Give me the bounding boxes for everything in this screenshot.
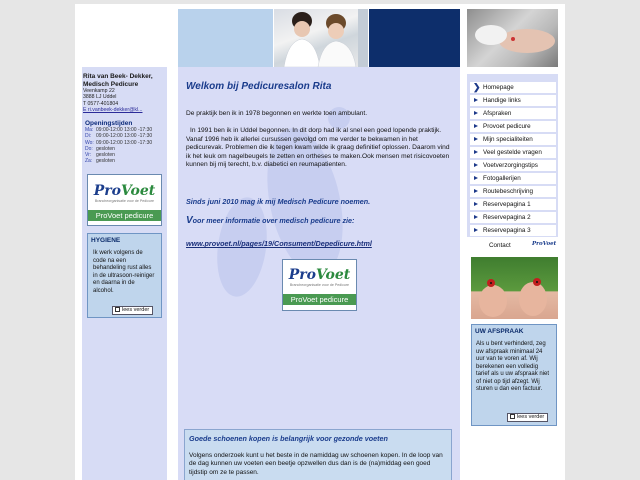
shoes-tip-box <box>184 429 452 480</box>
nav-item-homepage[interactable]: ❯ Homepage <box>470 82 556 93</box>
hygiene-read-more-button[interactable]: lees verder <box>112 306 153 315</box>
feet-in-grass-photo <box>471 257 558 319</box>
left-sidebar <box>82 67 167 480</box>
nav-item-provoet-pedicure[interactable]: Provoet pedicure <box>470 121 556 132</box>
arrow-right-icon <box>474 98 478 102</box>
owner-name-line2: Medisch Pedicure <box>83 80 139 88</box>
nav-item-faq[interactable]: Veel gestelde vragen <box>470 147 556 158</box>
opening-hours <box>85 120 165 165</box>
nav-item-routebeschrijving[interactable]: Routebeschrijving <box>470 186 556 197</box>
nav-item-voetverzorgingstips[interactable]: Voetverzorgingstips <box>470 160 556 171</box>
hours-day: Wo: <box>85 139 94 146</box>
arrow-right-icon <box>474 176 478 180</box>
hours-time: 09:00-12:00 13:00 -17:30 <box>96 139 153 146</box>
page-title: Welkom bij Pedicuresalon Rita <box>186 81 332 92</box>
phone-number: T 0577-401804 <box>83 100 119 107</box>
hours-day: Di: <box>85 133 92 140</box>
page-container <box>75 4 565 480</box>
hours-time: gesloten <box>96 145 115 152</box>
history-paragraph: In 1991 ben ik in Uddel begonnen. In dit dorp had ik al snel een goed lopende praktijk. Vanaf 1996 heb ik allerlei cursussen gevolgd om me verder te bekwamen in het pedicurevak. Problemen die ik tegen kwam wilde ik graag definitief oplossen. Daarom vind ik het leuk om nagelbeugels te zetten en ortheses te maken.Ook mensen met risicovoeten kunnen bij mij terecht, b.v. diabetici en reumapatienten. <box>186 127 450 169</box>
feet-ladybug-photo-icon <box>471 257 558 319</box>
arrow-right-icon <box>474 202 478 206</box>
nav-item-specialiteiten[interactable]: Mijn specialiteiten <box>470 134 556 145</box>
nav-item-handige-links[interactable]: Handige links <box>470 95 556 106</box>
contact-link[interactable]: Contact <box>489 242 511 249</box>
provoet-logo[interactable] <box>87 174 162 226</box>
arrow-right-icon <box>474 163 478 167</box>
contact-bar[interactable] <box>467 239 558 253</box>
arrow-right-icon <box>474 150 478 154</box>
provoet-logo-mark: ProVoet <box>288 267 351 283</box>
arrow-right-icon <box>474 189 478 193</box>
hours-time: 09:00-12:00 13:00 -17:30 <box>96 133 153 140</box>
pedicurists-photo-icon <box>274 9 368 67</box>
provoet-logo-main[interactable] <box>282 259 357 311</box>
street-address: Veenkamp 22 <box>83 88 115 94</box>
arrow-right-icon <box>474 124 478 128</box>
shoes-tip-text: Volgens onderzoek kunt u het beste in de namiddag uw schoenen kopen. In de loop van de dag kunnen uw voeten een beetje opzwellen dus dan is de (na)middag een goed tijdstip om ze te passen. <box>189 452 443 476</box>
hours-day: Za: <box>85 158 93 165</box>
appointment-title: UW AFSPRAAK <box>475 328 524 335</box>
appointment-box <box>471 324 557 426</box>
owner-name-line1: Rita van Beek- Dekker, <box>83 73 153 80</box>
hours-day: Do: <box>85 145 93 152</box>
nav-item-reservepagina-3[interactable]: Reservepagina 3 <box>470 225 556 236</box>
appointment-text: Als u bent verhinderd, zeg uw afspraak minimaal 24 uur van te voren af. Wij berekenen een volledig tarief als u uw afspraak niet of niet op tijd afzegt. Wij sturen u dan een factuur. <box>476 341 550 392</box>
provoet-logo-tagline: Brancheorganisatie voor de Pedicure <box>289 283 350 287</box>
hygiene-box <box>87 233 162 318</box>
since-2010-headline: Sinds juni 2010 mag ik mij Medisch Pedicure noemen. <box>186 197 371 206</box>
expand-icon <box>510 414 515 419</box>
hours-day: Vr: <box>85 152 92 159</box>
hours-time: gesloten <box>96 158 115 165</box>
banner-light-block <box>178 9 273 67</box>
hours-time: gesloten <box>96 152 115 159</box>
hours-row <box>85 158 165 164</box>
city-address: 3888 LJ Uddel <box>83 94 117 101</box>
arrow-right-icon <box>474 215 478 219</box>
more-info-headline: Voor meer informatie over medisch pedicure zie: <box>186 215 355 226</box>
nav-item-fotogallerijen[interactable]: Fotogallerijen <box>470 173 556 184</box>
hours-time: 09:00-12:00 13:00 -17:30 <box>96 127 153 133</box>
provoet-logo-caption: ProVoet pedicure <box>283 294 356 305</box>
email-link[interactable]: E ri.vanbeek-dekker@kl... <box>83 106 143 113</box>
appointment-read-more-button[interactable]: lees verder <box>507 413 548 422</box>
hours-day: Ma: <box>85 127 94 133</box>
arrow-right-icon <box>474 111 478 115</box>
contact-info <box>83 73 166 113</box>
nav-item-reservepagina-1[interactable]: Reservepagina 1 <box>470 199 556 210</box>
shoes-tip-title: Goede schoenen kopen is belangrijk voor gezonde voeten <box>189 434 388 443</box>
provoet-logo-mark: ProVoet <box>93 183 156 199</box>
arrow-right-icon <box>474 137 478 141</box>
provoet-mini-logo: ProVoet <box>532 241 557 247</box>
nav-item-afspraken[interactable]: Afspraken <box>470 108 556 119</box>
nav-item-reservepagina-2[interactable]: Reservepagina 2 <box>470 212 556 223</box>
provoet-info-link[interactable]: www.provoet.nl/pages/19/Consument/Depedicure.html <box>186 239 372 248</box>
opening-hours-title: Openingstijden <box>85 120 133 127</box>
foot-treatment-photo-icon <box>467 9 558 67</box>
arrow-right-icon <box>474 228 478 232</box>
foot-care-photo <box>467 9 558 67</box>
intro-paragraph: De praktijk ben ik in 1978 begonnen en werkte toen ambulant. <box>186 110 368 117</box>
hygiene-title: HYGIENE <box>91 237 121 244</box>
banner-dark-block <box>369 9 460 67</box>
hygiene-text: Ik werk volgens de code na een behandeling rust alles in de ultrasoon-reiniger en daarna in de alcohol. <box>93 250 155 294</box>
navigation-menu <box>467 74 558 237</box>
provoet-logo-tagline: Brancheorganisatie voor de Pedicure <box>94 199 155 203</box>
provoet-logo-caption: ProVoet pedicure <box>88 210 161 221</box>
main-content <box>178 67 460 480</box>
banner-photo-pedicurists <box>274 9 368 67</box>
expand-icon <box>115 307 120 312</box>
current-page-icon: ❯ <box>473 82 481 92</box>
